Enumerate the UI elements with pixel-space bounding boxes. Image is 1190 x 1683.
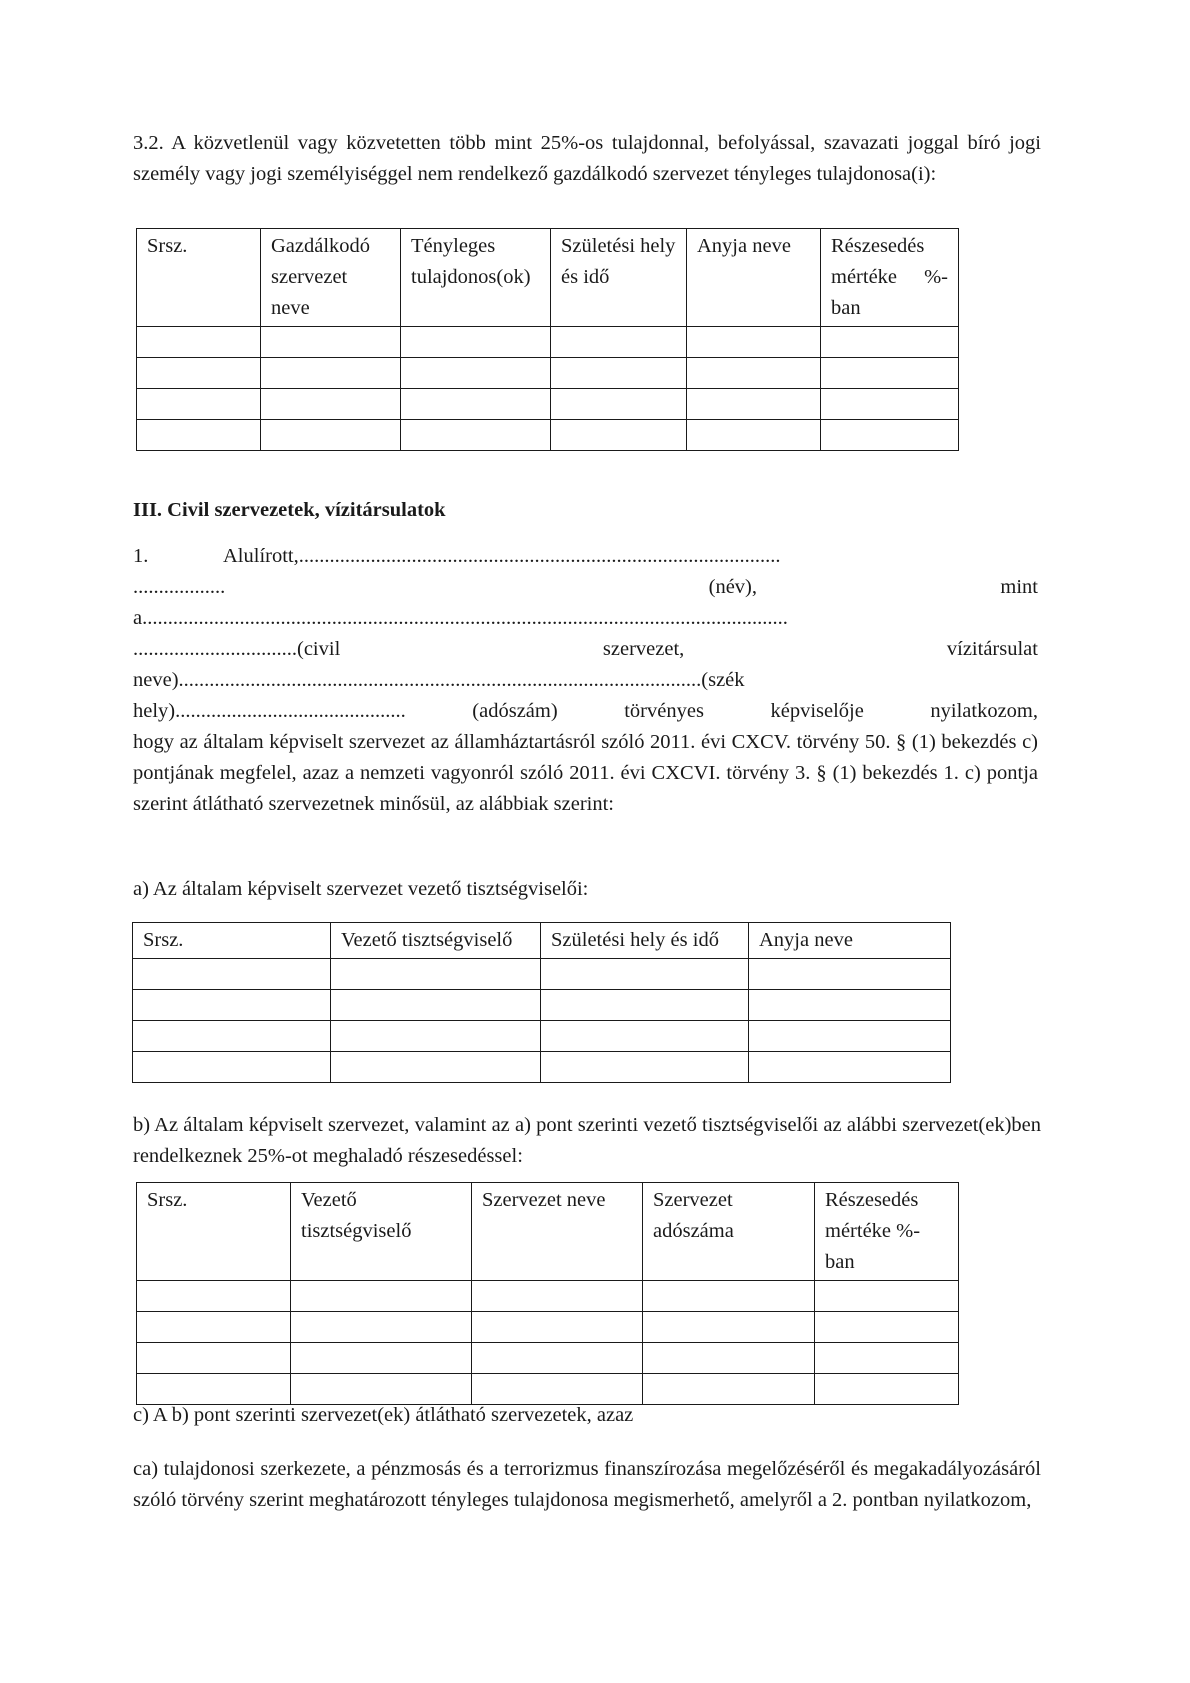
- holdings-table: [136, 1182, 959, 1405]
- table-header-cell: Szervezet neve: [472, 1183, 643, 1281]
- table-cell[interactable]: [821, 389, 959, 420]
- table-cell[interactable]: [472, 1343, 643, 1374]
- table-cell[interactable]: [133, 1021, 331, 1052]
- table-header-cell: Anyja neve: [687, 229, 821, 327]
- line-text: törvényes: [624, 700, 704, 722]
- table-cell[interactable]: [541, 1052, 749, 1083]
- table-cell[interactable]: [551, 358, 687, 389]
- table-cell[interactable]: [815, 1343, 959, 1374]
- item-c-text: c) A b) pont szerinti szervezet(ek) átlátható szervezetek, azaz: [133, 1404, 634, 1426]
- table-cell[interactable]: [401, 420, 551, 451]
- table-cell[interactable]: [541, 959, 749, 990]
- item-a: [133, 874, 1041, 905]
- table-cell[interactable]: [749, 1052, 951, 1083]
- table-cell[interactable]: [133, 959, 331, 990]
- table-cell[interactable]: [541, 990, 749, 1021]
- line-text: a..............................................................................................................................: [133, 607, 788, 629]
- table-cell[interactable]: [261, 358, 401, 389]
- table-header-cell: Vezető tisztségviselő: [331, 923, 541, 959]
- table-cell[interactable]: [137, 389, 261, 420]
- table-cell[interactable]: [749, 959, 951, 990]
- table-cell[interactable]: [291, 1312, 472, 1343]
- table-cell[interactable]: [133, 990, 331, 1021]
- item-b: [133, 1110, 1041, 1172]
- item-ca-text: ca) tulajdonosi szerkezete, a pénzmosás és a terrorizmus finanszírozása megelőzéséről és megakadályozásáról szóló törvény szerint meghatározott tényleges tulajdonosa megismerhető, amelyről a 2. pontban nyilatkozom,: [133, 1458, 1041, 1511]
- table-cell[interactable]: [687, 327, 821, 358]
- officers-table: [132, 922, 951, 1083]
- table-cell[interactable]: [472, 1312, 643, 1343]
- table-cell[interactable]: [137, 327, 261, 358]
- table-row: [137, 420, 959, 451]
- table-row: [133, 1052, 951, 1083]
- declaration-line: [133, 603, 1038, 634]
- table-cell[interactable]: [821, 420, 959, 451]
- table-header-row: [137, 229, 959, 327]
- table-cell[interactable]: [261, 389, 401, 420]
- table-cell[interactable]: [401, 358, 551, 389]
- table-cell[interactable]: [133, 1052, 331, 1083]
- table-header-row: [137, 1183, 959, 1281]
- table-row: [137, 1312, 959, 1343]
- table-cell[interactable]: [137, 1281, 291, 1312]
- table-header-cell: Gazdálkodó szervezet neve: [261, 229, 401, 327]
- declaration-line: [133, 665, 1038, 696]
- declaration-line: [133, 696, 1038, 727]
- table-cell[interactable]: [291, 1343, 472, 1374]
- table-cell[interactable]: [749, 1021, 951, 1052]
- table-cell[interactable]: [551, 389, 687, 420]
- table-cell[interactable]: [687, 420, 821, 451]
- table-header-cell: Vezető tisztségviselő: [291, 1183, 472, 1281]
- table-cell[interactable]: [551, 327, 687, 358]
- section-3-2-paragraph: 3.2. A közvetlenül vagy közvetetten több mint 25%-os tulajdonnal, befolyással, szavazati joggal bíró jogi személy vagy jogi személyiséggel nem rendelkező gazdálkodó szervezet tényleges tulajdonosa(i):: [133, 132, 1041, 185]
- item-a-text: a) Az általam képviselt szervezet vezető tisztségviselői:: [133, 878, 589, 900]
- table-cell[interactable]: [687, 389, 821, 420]
- line-text: 1.: [133, 545, 149, 567]
- line-text: nyilatkozom,: [930, 700, 1038, 722]
- item-c: [133, 1400, 1041, 1431]
- beneficial-owners-table: [136, 228, 959, 451]
- table-cell[interactable]: [472, 1281, 643, 1312]
- table-cell[interactable]: [643, 1312, 815, 1343]
- table-header-cell: Srsz.: [137, 1183, 291, 1281]
- table-row: [133, 959, 951, 990]
- declaration-line: [133, 634, 1038, 665]
- table-header-row: [133, 923, 951, 959]
- section-III: [133, 495, 1041, 526]
- table-cell[interactable]: [821, 327, 959, 358]
- line-text: (adószám): [472, 700, 558, 722]
- table-cell[interactable]: [551, 420, 687, 451]
- declaration-line: [133, 541, 1038, 572]
- table-cell[interactable]: [291, 1281, 472, 1312]
- table-cell[interactable]: [261, 327, 401, 358]
- table-cell[interactable]: [331, 1021, 541, 1052]
- line-text: (név),: [708, 576, 758, 598]
- table-cell[interactable]: [541, 1021, 749, 1052]
- table-header-cell: Születési hely és idő: [541, 923, 749, 959]
- table-cell[interactable]: [821, 358, 959, 389]
- table-header-cell: Tényleges tulajdonos(ok): [401, 229, 551, 327]
- table-cell[interactable]: [749, 990, 951, 1021]
- table-cell[interactable]: [331, 1052, 541, 1083]
- table-header-cell: Srsz.: [133, 923, 331, 959]
- table-row: [137, 358, 959, 389]
- line-text: képviselője: [770, 700, 864, 722]
- table-cell[interactable]: [643, 1343, 815, 1374]
- table-cell[interactable]: [137, 1343, 291, 1374]
- table-row: [133, 1021, 951, 1052]
- table-header-cell: Srsz.: [137, 229, 261, 327]
- table-cell[interactable]: [137, 358, 261, 389]
- table-row: [137, 327, 959, 358]
- declaration-line: [133, 572, 1038, 603]
- line-text: neve)......................................................................................................(szék: [133, 669, 745, 691]
- line-text: szervezet,: [602, 638, 685, 660]
- declaration-paragraph: hogy az általam képviselt szervezet az államháztartásról szóló 2011. évi CXCV. törvény 50. § (1) bekezdés c) pontjának megfelel, azaz a nemzeti vagyonról szóló 2011. évi CXCVI. törvény 3. § (1) bekezdés 1. c) pontja szerint átlátható szervezetnek minősül, az alábbiak szerint:: [133, 731, 1038, 815]
- section-3-2: [133, 128, 1041, 190]
- table-cell[interactable]: [815, 1312, 959, 1343]
- item-ca: [133, 1454, 1041, 1516]
- line-text: vízitársulat: [946, 638, 1038, 660]
- table-cell[interactable]: [137, 1312, 291, 1343]
- table-header-cell: Szervezet adószáma: [643, 1183, 815, 1281]
- table-cell[interactable]: [331, 990, 541, 1021]
- declaration-block: [133, 541, 1038, 820]
- section-heading: III. Civil szervezetek, vízitársulatok: [133, 499, 446, 521]
- table-cell[interactable]: [401, 389, 551, 420]
- table-header-cell: Részesedés mértéke %-ban: [815, 1183, 959, 1281]
- table-row: [137, 1281, 959, 1312]
- table-cell[interactable]: [687, 358, 821, 389]
- table-header-cell: Részesedés mértéke %-ban: [821, 229, 959, 327]
- table-header-cell: Születési hely és idő: [551, 229, 687, 327]
- table-row: [137, 1343, 959, 1374]
- table-cell[interactable]: [643, 1281, 815, 1312]
- table-row: [133, 990, 951, 1021]
- table-cell[interactable]: [815, 1281, 959, 1312]
- table-cell[interactable]: [137, 420, 261, 451]
- line-text: mint: [1000, 576, 1038, 598]
- line-text: ..................: [133, 576, 226, 598]
- item-b-text: b) Az általam képviselt szervezet, valamint az a) pont szerinti vezető tisztségviselői az alábbi szervezet(ek)ben rendelkeznek 25%-ot meghaladó részesedéssel:: [133, 1114, 1041, 1167]
- table-cell[interactable]: [401, 327, 551, 358]
- table-cell[interactable]: [331, 959, 541, 990]
- line-text: ................................(civil: [133, 638, 341, 660]
- line-text: Alulírott,..............................................................................................: [223, 545, 781, 567]
- table-cell[interactable]: [261, 420, 401, 451]
- line-text: hely).............................................: [133, 700, 406, 722]
- table-row: [137, 389, 959, 420]
- table-header-cell: Anyja neve: [749, 923, 951, 959]
